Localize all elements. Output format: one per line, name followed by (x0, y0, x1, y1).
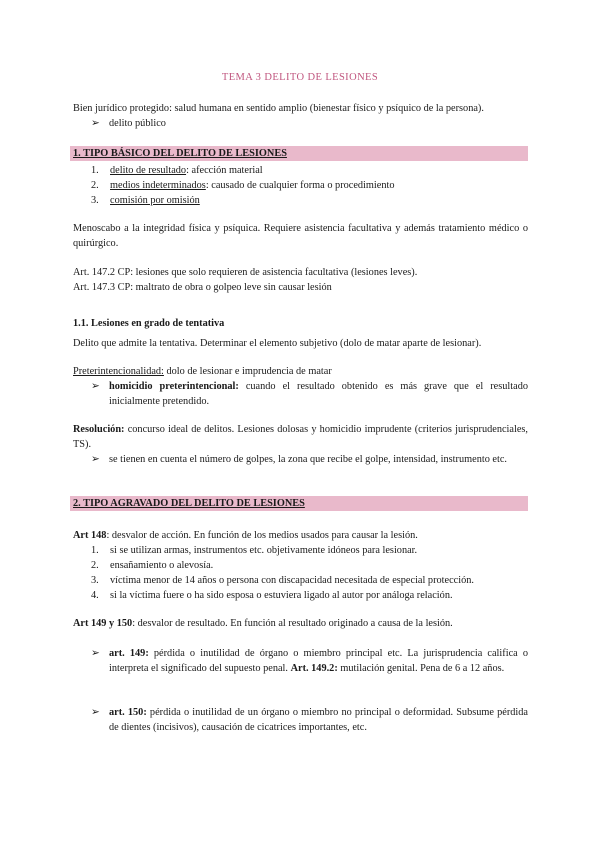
list-item: 3. víctima menor de 14 años o persona con discapacidad necesitada de especial protección. (91, 575, 474, 586)
arrow-bullet-icon: ➢ (91, 381, 100, 392)
subsection-heading: 1.1. Lesiones en grado de tentativa (73, 318, 225, 329)
intro-text: Bien jurídico protegido: salud humana en sentido amplio (bienestar físico y psíquico de la persona). (73, 103, 484, 114)
list-item: 1. si se utilizan armas, instrumentos etc. objetivamente idóneos para lesionar. (91, 545, 418, 556)
list-item (73, 116, 528, 131)
art-149-bullet (73, 646, 528, 676)
list-item: 1. delito de resultado: afección material (91, 165, 263, 176)
intro-list (73, 116, 528, 131)
section-1-heading: 1. TIPO BÁSICO DEL DELITO DE LESIONES (70, 146, 528, 161)
section-1-list-block (73, 163, 528, 208)
subsection-1-1 (73, 316, 528, 351)
list-item: 4. si la víctima fuere o ha sido esposa o estuviera ligado al autor por análoga relación. (91, 590, 453, 601)
art-147-3: Art. 147.3 CP: maltrato de obra o golpeo leve sin causar lesión (73, 282, 332, 293)
subsection-text: Delito que admite la tentativa. Determinar el elemento subjetivo (dolo de matar aparte de lesionar). (73, 338, 482, 349)
list-item: 2. ensañamiento o alevosía. (91, 560, 214, 571)
list-item: 2. medios indeterminados: causado de cualquier forma o procedimiento (91, 180, 395, 191)
section-1-articles (73, 265, 528, 295)
intro-bullet: delito público (109, 118, 166, 129)
arrow-bullet-icon: ➢ (91, 454, 100, 465)
page-title: TEMA 3 DELITO DE LESIONES (221, 72, 379, 83)
section-1-list (73, 163, 528, 208)
art-150-bullet (73, 705, 528, 735)
arrow-bullet-icon: ➢ (91, 118, 100, 129)
list-item: 3. comisión por omisión (91, 195, 200, 206)
art-149-150-block: Art 149 y 150: desvalor de resultado. En función al resultado originado a causa de la lesión. (73, 618, 453, 629)
section-2-heading: 2. TIPO AGRAVADO DEL DELITO DE LESIONES (70, 496, 528, 511)
section-2-list (73, 543, 528, 603)
art-147-2: Art. 147.2 CP: lesiones que solo requieren de asistencia facultativa (lesiones leves). (73, 267, 418, 278)
section-1-para: Menoscabo a la integridad física y psíquica. Requiere asistencia facultativa y además tratamiento médico o quirúrgico. (73, 223, 528, 249)
preterintencionalidad-block: Preterintencionalidad: dolo de lesionar e imprudencia de matar ➢ homicidio preterintencional: cuando el resultado obtenido es más grave que el resultado inicialmente pretendido. (73, 366, 528, 407)
art-148-block: Art 148: desvalor de acción. En función de los medios usados para causar la lesión. 1. si se utilizan armas, instrumentos etc. objetivamente idóneos para lesionar. 2. ensañamiento o alevosía. 3. víctima menor de 14 años o persona con discapacidad necesitada de especial protección. 4. si la víctima fuere o ha sido esposa o estuviera ligado al autor por análoga relación. (73, 528, 528, 603)
list-item: ➢ se tienen en cuenta el número de golpes, la zona que recibe el golpe, intensidad, instrumento etc. (91, 454, 508, 465)
arrow-bullet-icon: ➢ (91, 648, 100, 659)
resolucion-block: Resolución: concurso ideal de delitos. Lesiones dolosas y homicidio imprudente (criterios jurisprudenciales, TS). ➢ se tienen en cuenta el número de golpes, la zona que recibe el golpe, intensidad, instrumento etc. (73, 424, 528, 465)
list-item: ➢ homicidio preterintencional: cuando el resultado obtenido es más grave que el resultado inicialmente pretendido. (91, 381, 528, 407)
arrow-bullet-icon: ➢ (91, 707, 100, 718)
list-item: ➢ art. 149: pérdida o inutilidad de órgano o miembro principal etc. La jurisprudencia califica o interpreta el significado del supuesto penal. Art. 149.2: mutilación genital. Pena de 6 a 12 años. (91, 648, 529, 674)
list-item: ➢ art. 150: pérdida o inutilidad de un órgano o miembro no principal o deformidad. Subsume pérdida de dientes (incisivos), causación de cicatrices importantes, etc. (91, 707, 528, 733)
intro-block (73, 101, 528, 131)
